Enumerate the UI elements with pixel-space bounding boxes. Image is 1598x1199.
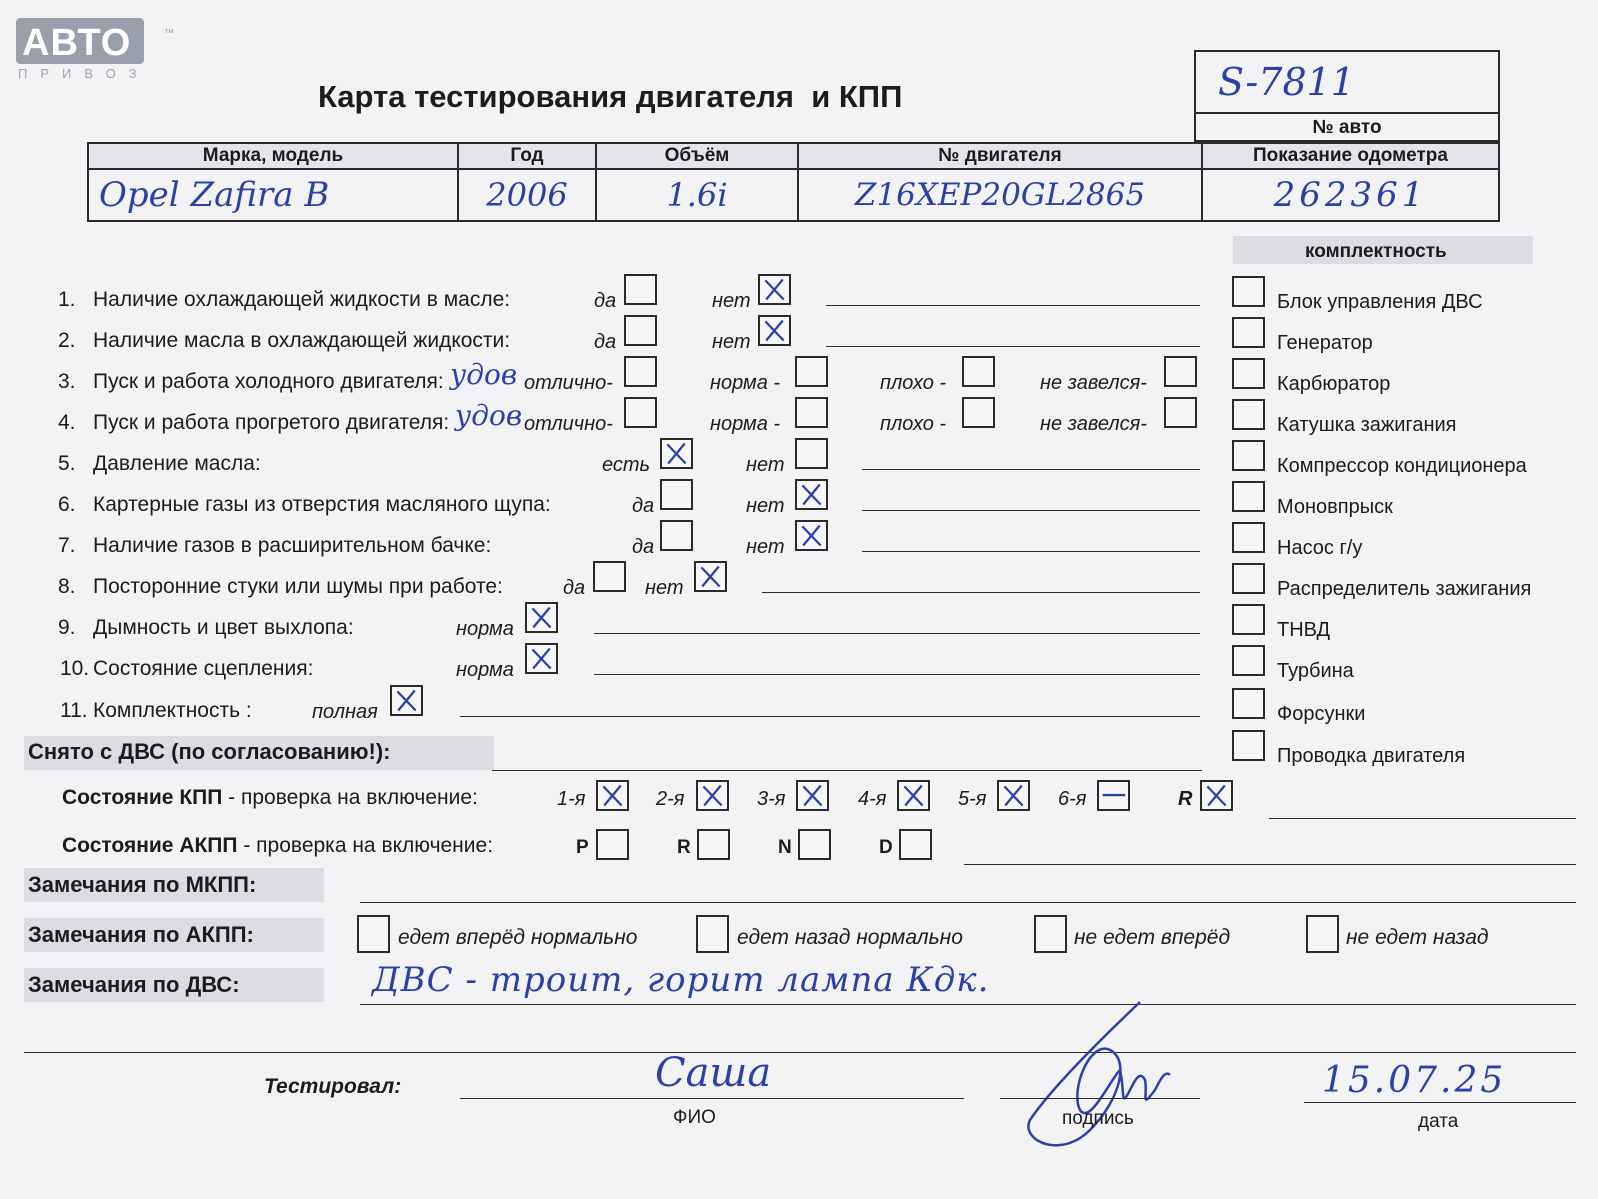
check-label-9: Дымность и цвет выхлопа:: [93, 616, 354, 639]
check-4-option-label-3: не завелся-: [1040, 413, 1147, 435]
check-opt2-label-8: нет: [645, 577, 684, 599]
check-3-option-checkbox-2[interactable]: [962, 356, 995, 387]
check-label-6: Картерные газы из отверстия масляного щупа:: [93, 493, 551, 516]
check-note-4: удов: [455, 399, 523, 432]
akpp-remark-option-3: не едет назад: [1346, 926, 1489, 949]
check-number-8: 8.: [58, 575, 76, 598]
check-2-opt2-checkbox[interactable]: [758, 315, 791, 346]
make-value: Opel Zafira B: [99, 175, 330, 215]
date-label: дата: [1418, 1111, 1459, 1132]
remarks-dvs-text: ДВС - троит, горит лампа Кдк.: [372, 960, 990, 1000]
check-number-10: 10.: [60, 657, 90, 680]
car-number-label: № авто: [1312, 117, 1382, 138]
akpp-gear-checkbox-0[interactable]: [596, 829, 629, 860]
signature: [1020, 1000, 1220, 1160]
check-number-11: 11.: [60, 699, 88, 722]
akpp-remark-checkbox-2[interactable]: [1034, 915, 1067, 953]
check-opt1-label-2: да: [594, 331, 617, 353]
col-odometer: Показание одометра: [1202, 143, 1499, 169]
kit-checkbox-5[interactable]: [1232, 481, 1265, 512]
check-opt1-label-1: да: [594, 290, 617, 312]
check-7-opt2-checkbox[interactable]: [795, 520, 828, 551]
akpp-label: Состояние АКПП - проверка на включение:: [62, 834, 494, 857]
akpp-remark-option-2: не едет вперёд: [1074, 926, 1231, 949]
kpp-gear-label-2: 3-я: [757, 788, 786, 810]
logo: [16, 18, 174, 81]
check-opt1-label-11: полная: [312, 701, 378, 723]
kpp-gear-checkbox-0[interactable]: [596, 780, 629, 811]
kit-checkbox-7[interactable]: [1232, 563, 1265, 594]
check-11-opt1-checkbox[interactable]: [390, 685, 423, 716]
col-make: Марка, модель: [88, 143, 458, 169]
check-label-1: Наличие охлаждающей жидкости в масле:: [93, 288, 511, 311]
year-value: 2006: [486, 176, 568, 214]
kpp-gear-label-1: 2-я: [656, 788, 685, 810]
check-3-option-checkbox-0[interactable]: [624, 356, 657, 387]
check-4-option-label-0: отлично-: [524, 413, 613, 435]
check-6-opt1-checkbox[interactable]: [660, 479, 693, 510]
check-5-opt2-checkbox[interactable]: [795, 438, 828, 469]
remarks-mkpp-label: Замечания по МКПП:: [28, 872, 257, 897]
fio-label: ФИО: [673, 1107, 716, 1128]
akpp-remark-checkbox-1[interactable]: [696, 915, 729, 953]
check-1-opt1-checkbox[interactable]: [624, 274, 657, 305]
logo-main: АВТО: [22, 22, 132, 64]
kit-checkbox-8[interactable]: [1232, 604, 1265, 635]
check-4-option-checkbox-3[interactable]: [1164, 397, 1197, 428]
kit-item-6: Насос г/у: [1277, 537, 1363, 559]
check-4-option-checkbox-0[interactable]: [624, 397, 657, 428]
kit-item-10: Форсунки: [1277, 703, 1366, 725]
kit-title: комплектность: [1305, 241, 1447, 262]
kit-item-8: ТНВД: [1277, 619, 1331, 641]
car-number-box: [1194, 50, 1500, 142]
check-label-5: Давление масла:: [93, 452, 261, 475]
akpp-remark-checkbox-0[interactable]: [357, 915, 390, 953]
check-7-opt1-checkbox[interactable]: [660, 520, 693, 551]
check-label-11: Комплектность :: [93, 699, 252, 722]
kit-item-0: Блок управления ДВС: [1277, 291, 1483, 313]
kit-item-2: Карбюратор: [1277, 373, 1391, 395]
kpp-gear-checkbox-1[interactable]: [696, 780, 729, 811]
akpp-gear-label-1: R: [677, 837, 691, 858]
kpp-gear-checkbox-4[interactable]: [997, 780, 1030, 811]
kit-checkbox-9[interactable]: [1232, 645, 1265, 676]
check-10-opt1-checkbox[interactable]: [525, 643, 558, 674]
col-engine: № двигателя: [798, 143, 1202, 169]
akpp-gear-checkbox-2[interactable]: [798, 829, 831, 860]
vehicle-table: [87, 142, 1500, 222]
check-8-opt1-checkbox[interactable]: [593, 561, 626, 592]
kit-checkbox-11[interactable]: [1232, 730, 1265, 761]
check-3-option-label-2: плохо -: [880, 372, 947, 394]
check-2-opt1-checkbox[interactable]: [624, 315, 657, 346]
akpp-remark-checkbox-3[interactable]: [1306, 915, 1339, 953]
check-3-option-checkbox-3[interactable]: [1164, 356, 1197, 387]
check-number-1: 1.: [58, 288, 76, 311]
check-label-10: Состояние сцепления:: [93, 657, 314, 680]
check-label-2: Наличие масла в охлаждающей жидкости:: [93, 329, 511, 352]
kit-checkbox-2[interactable]: [1232, 358, 1265, 389]
check-opt1-label-9: норма: [456, 618, 514, 640]
check-opt1-label-8: да: [563, 577, 586, 599]
kit-item-7: Распределитель зажигания: [1277, 578, 1532, 600]
kit-item-1: Генератор: [1277, 332, 1373, 354]
check-4-option-label-1: норма -: [710, 413, 781, 435]
col-volume: Объём: [596, 143, 798, 169]
col-year: Год: [458, 143, 596, 169]
check-8-opt2-checkbox[interactable]: [694, 561, 727, 592]
akpp-gear-checkbox-1[interactable]: [697, 829, 730, 860]
kit-item-4: Компрессор кондиционера: [1277, 455, 1527, 477]
check-number-3: 3.: [58, 370, 76, 393]
logo-sub: ПРИВОЗ: [18, 66, 150, 81]
check-opt1-label-5: есть: [602, 454, 651, 476]
car-number-value: S-7811: [1218, 60, 1355, 104]
check-label-7: Наличие газов в расширительном бачке:: [93, 534, 492, 557]
kpp-gear-checkbox-6[interactable]: [1200, 780, 1233, 811]
remarks-dvs-label: Замечания по ДВС:: [28, 972, 240, 997]
check-3-option-label-0: отлично-: [524, 372, 613, 394]
kpp-gear-label-4: 5-я: [958, 788, 987, 810]
check-number-7: 7.: [58, 534, 76, 557]
page-title: Карта тестирования двигателя и КПП: [318, 79, 903, 114]
check-5-opt1-checkbox[interactable]: [660, 438, 693, 469]
akpp-remark-option-0: едет вперёд нормально: [398, 926, 638, 949]
date-value: 15.07.25: [1322, 1060, 1507, 1101]
kpp-gear-checkbox-3[interactable]: [897, 780, 930, 811]
engine-number-value: Z16XEP20GL2865: [854, 177, 1146, 213]
check-4-option-checkbox-2[interactable]: [962, 397, 995, 428]
kit-checkbox-3[interactable]: [1232, 399, 1265, 430]
tested-label: Тестировал:: [264, 1075, 402, 1098]
check-opt1-label-6: да: [632, 495, 655, 517]
check-3-option-label-1: норма -: [710, 372, 781, 394]
kpp-gear-label-0: 1-я: [557, 788, 586, 810]
check-number-9: 9.: [58, 616, 76, 639]
check-opt2-label-1: нет: [712, 290, 751, 312]
odometer-value: 262361: [1273, 175, 1428, 215]
akpp-gear-checkbox-3[interactable]: [899, 829, 932, 860]
akpp-gear-label-2: N: [778, 837, 792, 858]
check-3-option-checkbox-1[interactable]: [795, 356, 828, 387]
check-label-8: Посторонние стуки или шумы при работе:: [93, 575, 503, 598]
logo-tm: ™: [164, 28, 174, 39]
kit-item-11: Проводка двигателя: [1277, 745, 1466, 767]
kpp-label: Состояние КПП - проверка на включение:: [62, 786, 478, 809]
check-9-opt1-checkbox[interactable]: [525, 602, 558, 633]
kit-checkbox-6[interactable]: [1232, 522, 1265, 553]
removed-label: Снято с ДВС (по согласованию!):: [28, 739, 391, 764]
akpp-remark-option-1: едет назад нормально: [737, 926, 963, 949]
akpp-gear-label-3: D: [879, 837, 893, 858]
check-opt2-label-5: нет: [746, 454, 785, 476]
check-1-opt2-checkbox[interactable]: [758, 274, 791, 305]
kpp-gear-label-3: 4-я: [858, 788, 887, 810]
check-number-4: 4.: [58, 411, 76, 434]
akpp-gear-label-0: P: [576, 837, 589, 858]
volume-value: 1.6i: [666, 176, 728, 214]
kpp-gear-checkbox-2[interactable]: [796, 780, 829, 811]
check-number-2: 2.: [58, 329, 76, 352]
kit-item-5: Моновпрыск: [1277, 496, 1393, 518]
kit-checkbox-4[interactable]: [1232, 440, 1265, 471]
tester-name: Саша: [655, 1050, 772, 1096]
kpp-gear-label-5: 6-я: [1058, 788, 1087, 810]
check-opt1-label-10: норма: [456, 659, 514, 681]
kit-checkbox-10[interactable]: [1232, 688, 1265, 719]
remarks-akpp-label: Замечания по АКПП:: [28, 922, 254, 947]
check-opt2-label-2: нет: [712, 331, 751, 353]
check-4-option-label-2: плохо -: [880, 413, 947, 435]
check-number-5: 5.: [58, 452, 76, 475]
check-4-option-checkbox-1[interactable]: [795, 397, 828, 428]
check-3-option-label-3: не завелся-: [1040, 372, 1147, 394]
kpp-gear-label-6: R: [1178, 788, 1193, 810]
check-note-3: удов: [450, 358, 518, 391]
check-opt2-label-7: нет: [746, 536, 785, 558]
check-opt2-label-6: нет: [746, 495, 785, 517]
check-label-3: Пуск и работа холодного двигателя:: [93, 370, 444, 393]
kit-checkbox-1[interactable]: [1232, 317, 1265, 348]
kit-checkbox-0[interactable]: [1232, 276, 1265, 307]
kit-item-9: Турбина: [1277, 660, 1354, 682]
kit-item-3: Катушка зажигания: [1277, 414, 1457, 436]
check-label-4: Пуск и работа прогретого двигателя:: [93, 411, 450, 434]
check-6-opt2-checkbox[interactable]: [795, 479, 828, 510]
check-number-6: 6.: [58, 493, 76, 516]
kpp-gear-checkbox-5[interactable]: [1097, 780, 1130, 811]
signature-label: подпись: [1062, 1108, 1134, 1129]
check-opt1-label-7: да: [632, 536, 655, 558]
